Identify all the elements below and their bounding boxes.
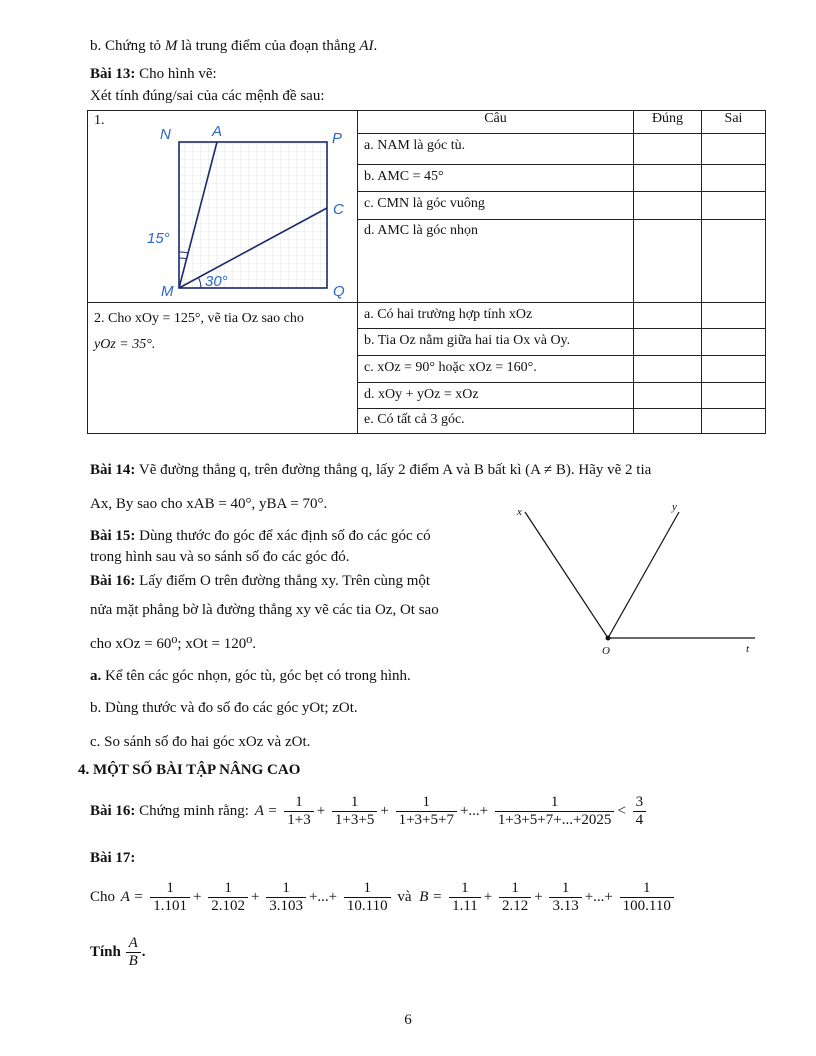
angle-figure bbox=[505, 500, 765, 660]
point-o bbox=[606, 636, 611, 641]
part2-cell bbox=[88, 303, 358, 434]
header-dung: Đúng bbox=[634, 111, 702, 134]
ray-oy bbox=[608, 512, 679, 638]
answer-dung[interactable] bbox=[634, 303, 702, 329]
bai16-line2: nửa mặt phẳng bờ là đường thẳng xy vẽ các tia Oz, Ot sao bbox=[90, 602, 439, 618]
bai14-line2: Ax, By sao cho xAB = 40°, yBA = 70°. bbox=[90, 496, 328, 512]
answer-sai[interactable] bbox=[702, 220, 766, 303]
part2-line1: 2. Cho xOy = 125°, vẽ tia Oz sao cho bbox=[94, 311, 304, 326]
statement-2b: b. Tia Oz nằm giữa hai tia Ox và Oy. bbox=[358, 329, 634, 356]
bai16-line1: Bài 16: Lấy điểm O trên đường thẳng xy. Trên cùng một bbox=[90, 573, 431, 589]
answer-dung[interactable] bbox=[634, 383, 702, 409]
header-sai: Sai bbox=[702, 111, 766, 134]
answer-dung[interactable] bbox=[634, 165, 702, 192]
answer-sai[interactable] bbox=[702, 134, 766, 165]
bai13-subtitle: Xét tính đúng/sai của các mệnh đề sau: bbox=[90, 88, 325, 104]
section-4-title: 4. MỘT SỐ BÀI TẬP NÂNG CAO bbox=[78, 762, 301, 778]
statement-2e: e. Có tất cả 3 góc. bbox=[358, 409, 634, 434]
answer-sai[interactable] bbox=[702, 303, 766, 329]
bai16-c: c. So sánh số đo hai góc xOz và zOt. bbox=[90, 734, 311, 750]
top-line: b. Chứng tỏ M là trung điểm của đoạn thẳng AI. bbox=[90, 38, 378, 54]
label-c: C bbox=[333, 201, 344, 218]
answer-dung[interactable] bbox=[634, 329, 702, 356]
grid bbox=[179, 142, 327, 288]
bai17-title: Bài 17: bbox=[90, 850, 136, 866]
square-figure bbox=[88, 111, 358, 301]
part1-label: 1. bbox=[94, 113, 105, 128]
label-q: Q bbox=[333, 283, 345, 300]
bai16-a: a. Kể tên các góc nhọn, góc tù, góc bẹt có trong hình. bbox=[90, 668, 411, 684]
ray-ox bbox=[525, 512, 608, 638]
statement-2d: d. xOy + yOz = xOz bbox=[358, 383, 634, 409]
label-m: M bbox=[161, 283, 174, 300]
statement-1c: c. CMN là góc vuông bbox=[358, 192, 634, 220]
statement-1b: b. AMC = 45° bbox=[358, 165, 634, 192]
statement-2a: a. Có hai trường hợp tính xOz bbox=[358, 303, 634, 329]
bai16-b: b. Dùng thước và đo số đo các góc yOt; zOt. bbox=[90, 700, 358, 716]
label-angle-15: 15° bbox=[147, 230, 170, 247]
label-y: y bbox=[672, 501, 677, 513]
label-angle-30: 30° bbox=[205, 273, 228, 290]
answer-dung[interactable] bbox=[634, 134, 702, 165]
bai17-tinh: Tính $\frac{A}{B}$ . bbox=[90, 935, 146, 969]
answer-dung[interactable] bbox=[634, 220, 702, 303]
label-t: t bbox=[746, 643, 750, 655]
answer-dung[interactable] bbox=[634, 192, 702, 220]
answer-dung[interactable] bbox=[634, 356, 702, 383]
statement-1a: a. NAM là góc tù. bbox=[358, 134, 634, 165]
statement-1d: d. AMC là góc nhọn bbox=[358, 220, 634, 303]
answer-sai[interactable] bbox=[702, 329, 766, 356]
label-o: O bbox=[602, 645, 610, 657]
bai16-advanced: Bài 16: Chứng minh rằng: A = $\frac{1}{1+3}$ + $\frac{1}{1+3+5}$ + $\frac{1}{1+3+5+7}$ +...+ $\frac{1}{1+3+5+7+...+2025}$ < $\frac{3}{4}$ bbox=[90, 794, 647, 829]
page-number: 6 bbox=[404, 1012, 412, 1028]
answer-sai[interactable] bbox=[702, 383, 766, 409]
bai15-line1: Bài 15: Dùng thước đo góc để xác định số đo các góc có bbox=[90, 528, 431, 544]
part2-line2: yOz = 35°. bbox=[94, 337, 156, 352]
label-p: P bbox=[332, 130, 343, 147]
answer-sai[interactable] bbox=[702, 356, 766, 383]
statement-2c: c. xOz = 90° hoặc xOz = 160°. bbox=[358, 356, 634, 383]
label-x: x bbox=[517, 506, 522, 518]
label-a: A bbox=[212, 123, 223, 140]
answer-sai[interactable] bbox=[702, 192, 766, 220]
bai14-line1: Bài 14: Vẽ đường thẳng q, trên đường thẳng q, lấy 2 điểm A và B bất kì (A ≠ B). Hãy vẽ 2 tia bbox=[90, 462, 652, 478]
header-cau: Câu bbox=[358, 111, 634, 134]
bai17-expr: Cho A = $\frac{1}{1.101}$ + $\frac{1}{2.102}$ + $\frac{1}{3.103}$ +...+ $\frac{1}{10.110}$ và B = $\frac{1}{1.11}$ + $\frac{1}{2.12}$ + $\frac{1}{3.13}$ +...+ $\frac{1}{100.110}$ bbox=[90, 880, 675, 915]
bai13-heading: Bài 13: Cho hình vẽ: bbox=[90, 66, 217, 82]
true-false-table bbox=[87, 110, 766, 434]
bai16-line3: cho xOz = 60⁰; xOt = 120⁰. bbox=[90, 636, 257, 652]
answer-dung[interactable] bbox=[634, 409, 702, 434]
answer-sai[interactable] bbox=[702, 409, 766, 434]
answer-sai[interactable] bbox=[702, 165, 766, 192]
label-n: N bbox=[160, 126, 171, 143]
figure1-cell bbox=[88, 111, 358, 303]
bai15-line2: trong hình sau và so sánh số đo các góc đó. bbox=[90, 549, 350, 565]
